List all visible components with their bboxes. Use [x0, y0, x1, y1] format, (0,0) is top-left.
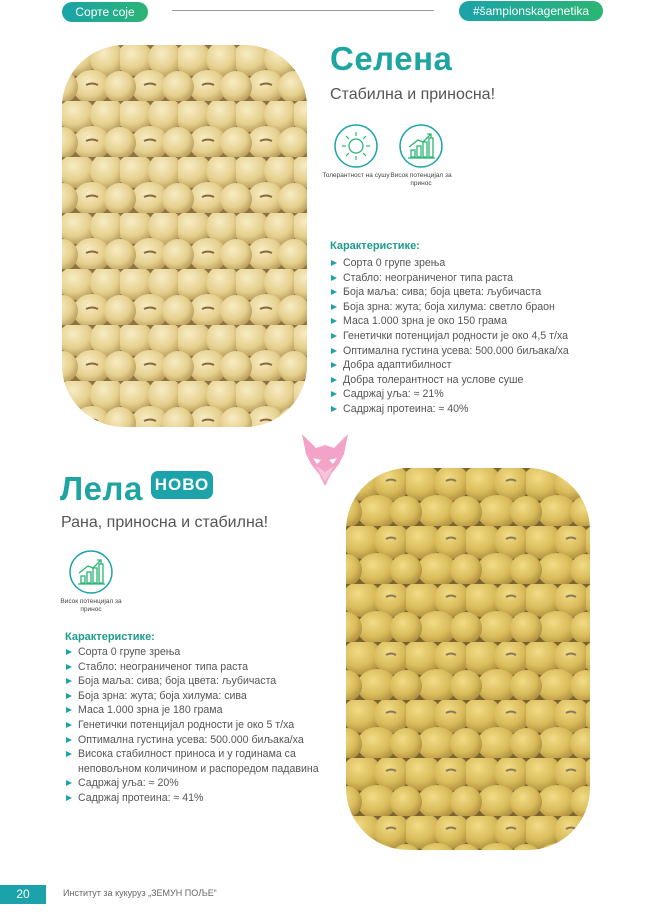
- page-number: 20: [0, 885, 46, 904]
- list-item: Маса 1.000 зрна је 180 грама: [65, 703, 345, 718]
- list-item: Стабло: неограниченог типа раста: [65, 660, 345, 675]
- category-tag: Сорте соје: [62, 2, 148, 22]
- lela-soybean-photo: [346, 468, 590, 850]
- hashtag-tag: #šampionskagenetika: [459, 1, 603, 21]
- selena-tagline: Стабилна и приносна!: [330, 86, 496, 103]
- lela-characteristics-list: [65, 645, 345, 806]
- list-item: Оптимална густина усева: 500.000 биљака/ха: [65, 733, 345, 748]
- high-yield-feature: [386, 123, 456, 188]
- selena-title: Селена: [330, 40, 453, 77]
- list-item: Оптимална густина усева: 500.000 биљака/ха: [330, 344, 620, 359]
- list-item: Садржај протеина: ≈ 40%: [330, 402, 620, 417]
- feature-label: Висок потенцијал за принос: [60, 598, 122, 613]
- characteristics-heading: Карактеристике:: [65, 631, 155, 643]
- high-yield-feature: [56, 549, 126, 614]
- new-badge: НОВО: [151, 471, 213, 499]
- feature-label: Висок потенцијал за принос: [390, 172, 452, 187]
- list-item: Добра толерантност на услове суше: [330, 373, 620, 388]
- list-item: Садржај уља: ≈ 20%: [65, 776, 345, 791]
- yield-growth-icon: [398, 123, 444, 169]
- list-item: Висока стабилност приноса и у годинама са неповољном количином и распоредом падавина: [65, 747, 345, 776]
- list-item: Садржај протеина: ≈ 41%: [65, 791, 345, 806]
- lela-title: Лела: [60, 470, 143, 507]
- header-divider: [172, 10, 434, 11]
- lela-tagline: Рана, приносна и стабилна!: [61, 514, 269, 531]
- list-item: Генетички потенцијал родности је око 4,5 т/ха: [330, 329, 620, 344]
- list-item: Боја зрна: жута; боја хилума: светло браон: [330, 300, 620, 315]
- list-item: Генетички потенцијал родности је око 5 т/ха: [65, 718, 345, 733]
- list-item: Сорта 0 групе зрења: [65, 645, 345, 660]
- yield-growth-icon: [68, 549, 114, 595]
- list-item: Сорта 0 групе зрења: [330, 256, 620, 271]
- sun-icon: [333, 123, 379, 169]
- drought-tolerance-feature: [321, 123, 391, 180]
- list-item: Боја зрна: жута; боја хилума: сива: [65, 689, 345, 704]
- list-item: Боја маља: сива; боја цвета: љубичаста: [65, 674, 345, 689]
- selena-characteristics-list: [330, 256, 620, 417]
- list-item: Маса 1.000 зрна је око 150 грама: [330, 314, 620, 329]
- list-item: Садржај уља: ≈ 21%: [330, 387, 620, 402]
- list-item: Боја маља: сива; боја цвета: љубичаста: [330, 285, 620, 300]
- feature-label: Толерантност на сушу: [322, 172, 390, 179]
- characteristics-heading: Карактеристике:: [330, 240, 420, 252]
- fox-mascot-icon: [299, 432, 351, 488]
- publisher-name: Институт за кукуруз „ЗЕМУН ПОЉЕ“: [63, 888, 217, 898]
- list-item: Стабло: неограниченог типа раста: [330, 271, 620, 286]
- list-item: Добра адаптибилност: [330, 358, 620, 373]
- selena-soybean-photo: [62, 45, 307, 427]
